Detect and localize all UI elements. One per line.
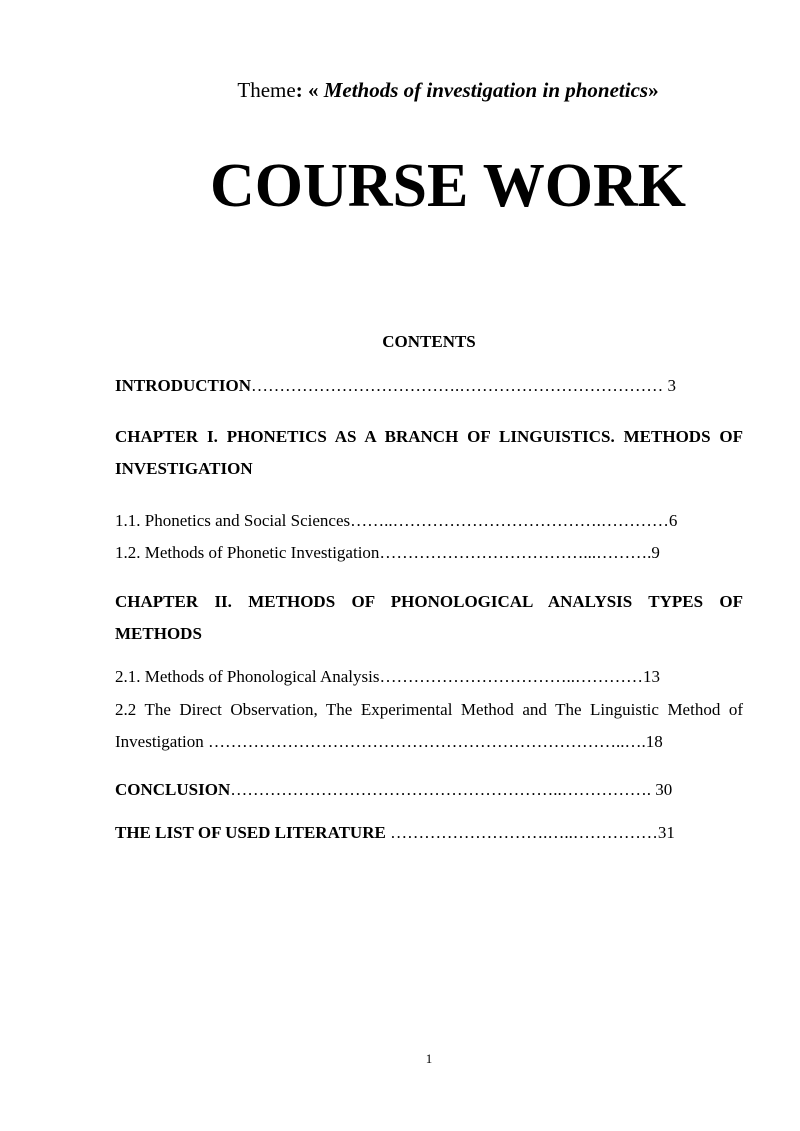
toc-entry-dots: ………………………………………………………………..….18 [208,732,663,751]
toc-entry-chapter-2: CHAPTER II. METHODS OF PHONOLOGICAL ANALYSIS TYPES OF METHODS [115,592,743,643]
toc-entry-label: 2.2 The Direct Observation, The Experimental Method and The Linguistic Method of Investigation [115,700,743,751]
toc-entry-dots: ……………………….…..……………31 [390,823,675,842]
toc-entry-dots: …………………………………………………..……………. 30 [230,780,673,799]
page-number: 1 [425,1051,433,1066]
toc-entry-label: THE LIST OF USED LITERATURE [115,823,391,842]
toc-entry-introduction [115,370,743,402]
toc-entry-label: 2.1. Methods of Phonological Analysis [115,667,380,686]
theme-prefix: Theme [237,78,296,102]
toc-entry-dots: ……………………………….……………………………… 3 [251,376,677,395]
toc-entry-1-1 [115,505,743,537]
theme-open-quote: « [302,78,324,102]
toc-entry-2-2 [115,694,743,758]
toc-entry-label: CONCLUSION [115,780,231,799]
toc-entry-2-1 [115,661,743,693]
toc-entry-conclusion [115,774,743,806]
toc-entry-label: 1.2. Methods of Phonetic Investigation [115,543,380,562]
toc-entry-label: INTRODUCTION [115,376,252,395]
contents-heading: CONTENTS [382,332,476,351]
toc-entry-1-2 [115,537,743,569]
page-title: COURSE WORK [210,152,686,220]
toc-entry-chapter-1: CHAPTER I. PHONETICS AS A BRANCH OF LINGUISTICS. METHODS OF INVESTIGATION [115,427,743,478]
toc-entry-dots: ………………………………...……….9 [379,543,660,562]
theme-colon: : [295,78,303,102]
toc-entry-label: 1.1. Phonetics and Social Sciences [115,511,351,530]
toc-entry-dots: ……………………………..…………13 [379,667,660,686]
toc-entry-literature [115,817,743,849]
theme-close-quote: » [648,78,659,102]
toc-entry-dots: ……..……………………………….…………6 [350,511,678,530]
theme-topic: Methods of investigation in phonetics [323,78,649,102]
theme-line [0,76,800,104]
